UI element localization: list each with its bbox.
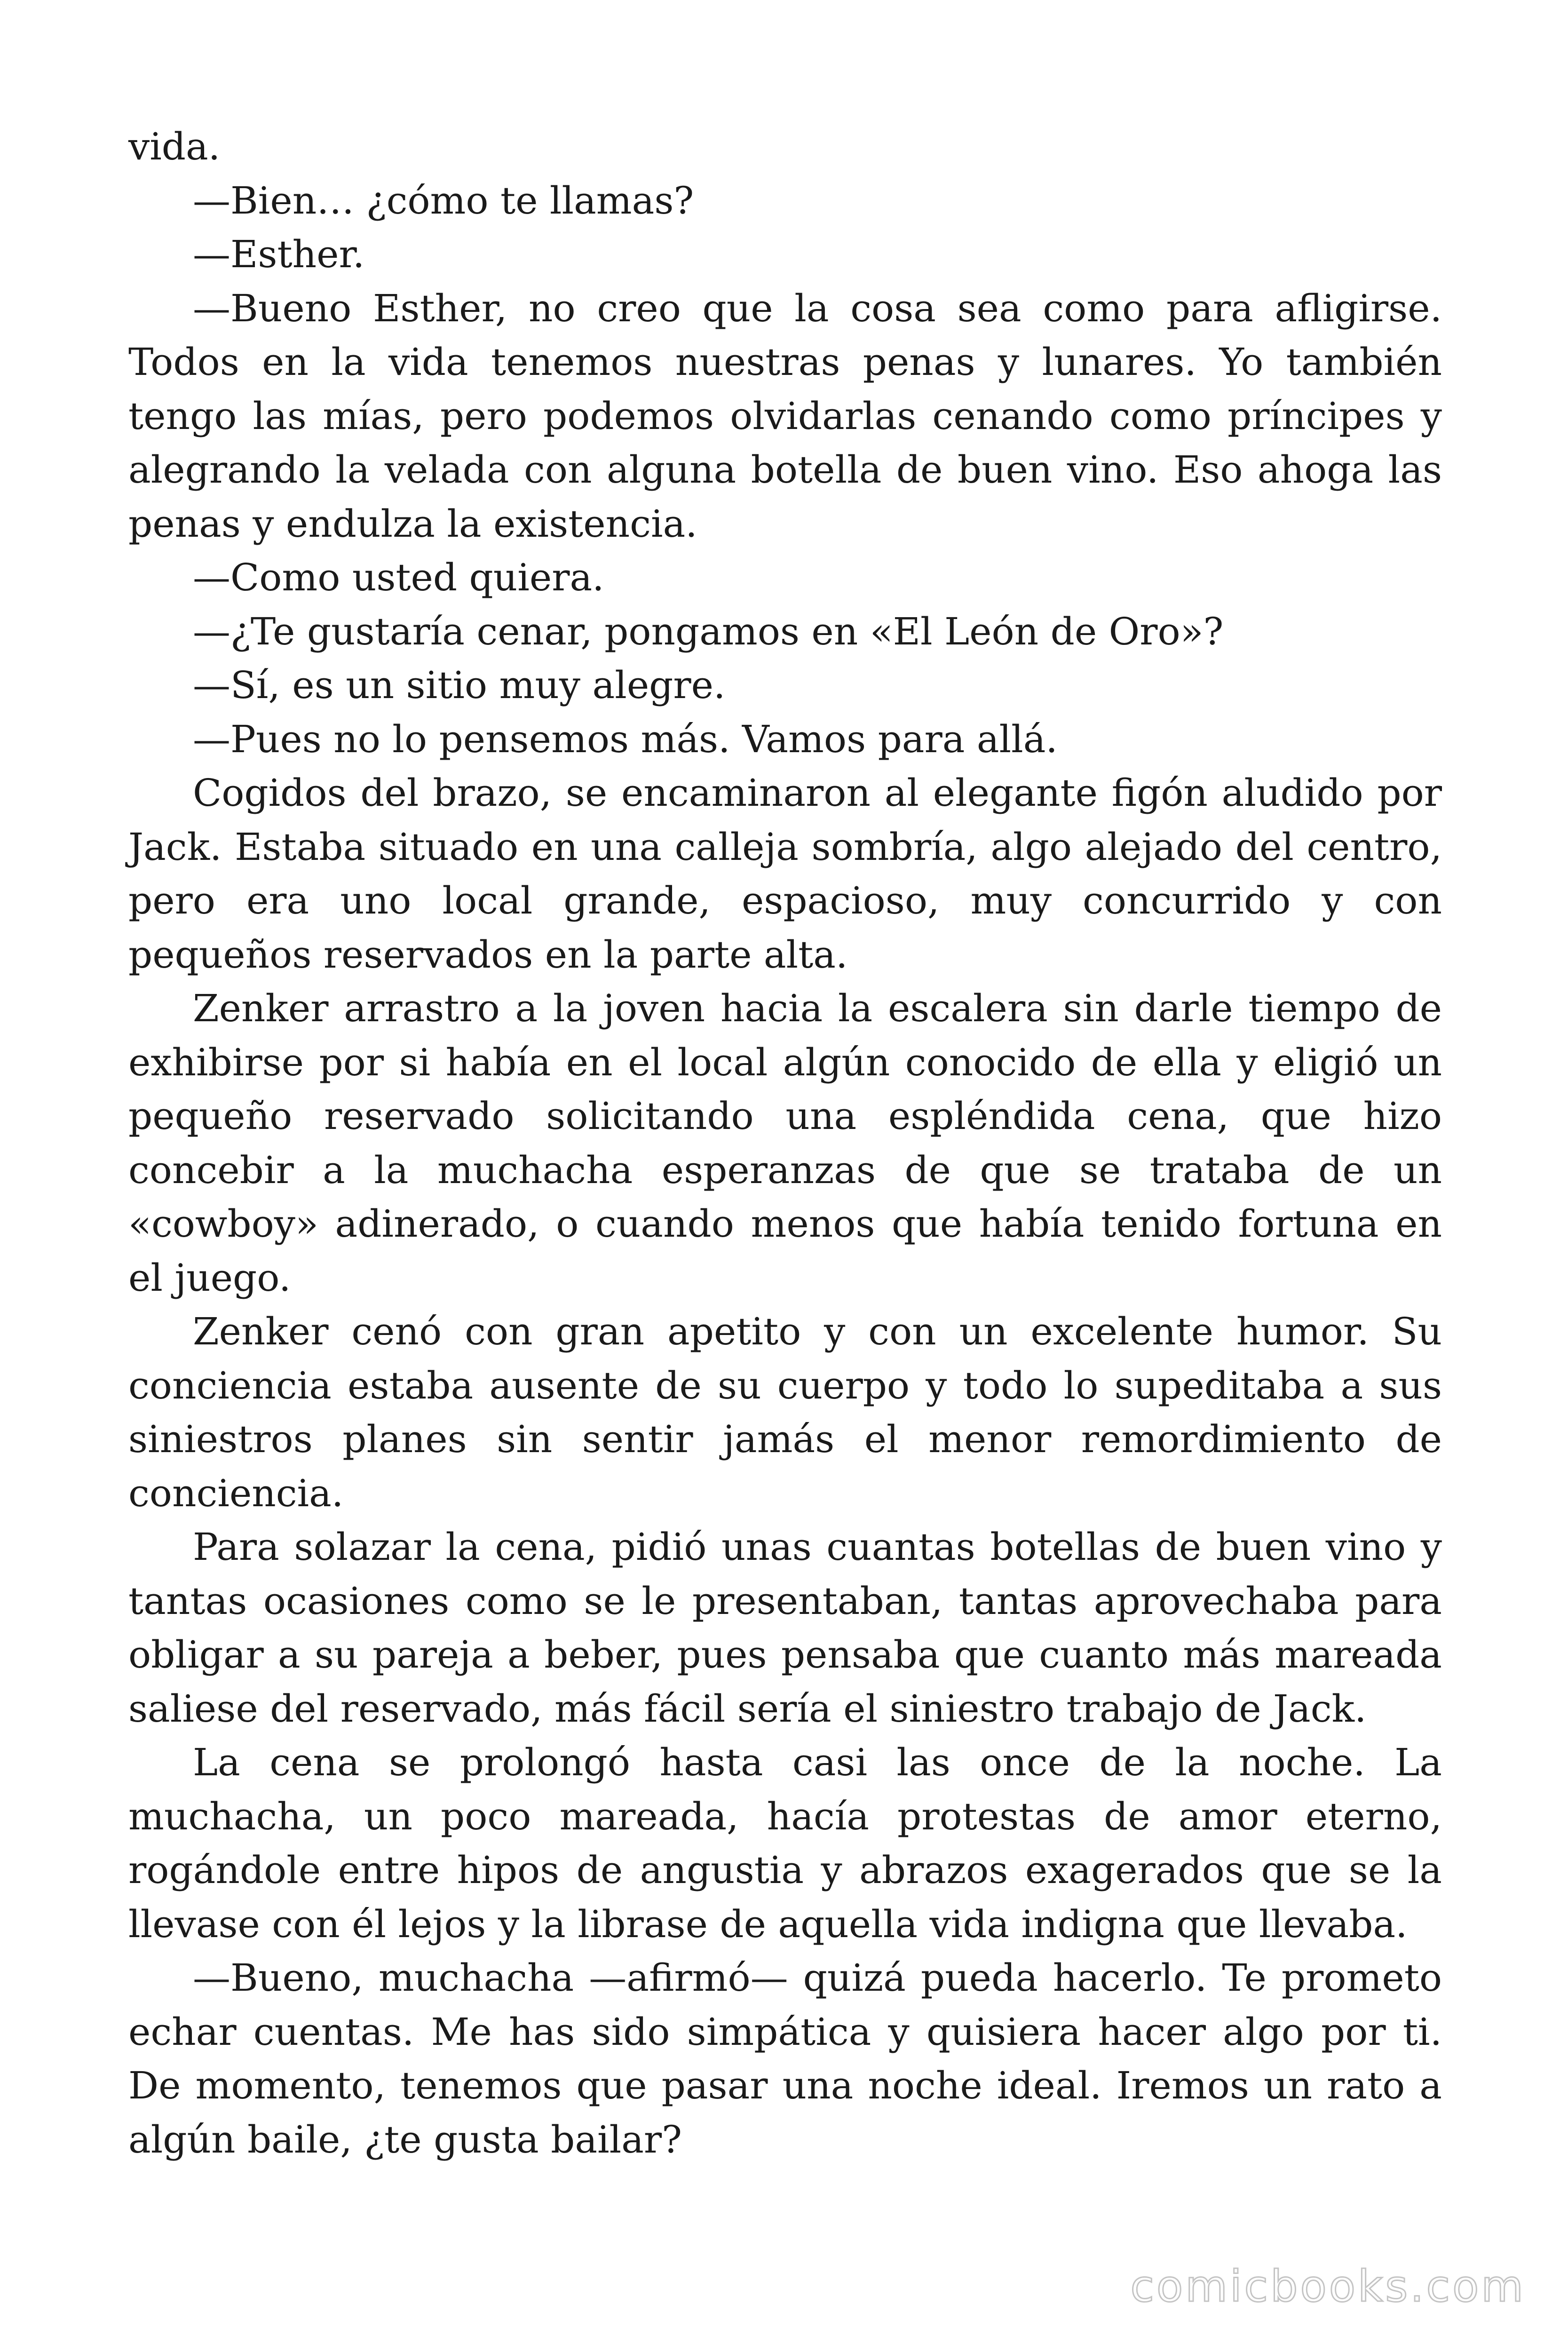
narrative-paragraph: Zenker cenó con gran apetito y con un excelente humor. Su conciencia estaba ausente de su cuerpo y todo lo supeditaba a sus siniestros planes sin sentir jamás el menor remordimiento de conciencia. — [128, 1310, 1442, 1515]
paragraph-continuation: vida. — [128, 125, 221, 168]
dialogue-line: —Esther. — [193, 232, 365, 276]
dialogue-line: —Pues no lo pensemos más. Vamos para allá. — [193, 717, 1058, 761]
narrative-paragraph: La cena se prolongó hasta casi las once de la noche. La muchacha, un poco mareada, hacía protestas de amor eterno, rogándole entre hipos de angustia y abrazos exagerados que se la llevase con él lejos y la librase de aquella vida indigna que llevaba. — [128, 1740, 1442, 1946]
narrative-paragraph: Para solazar la cena, pidió unas cuantas botellas de buen vino y tantas ocasiones como se le presentaban, tantas aprovechaba para obligar a su pareja a beber, pues pensaba que cuanto más mareada saliese del reservado, más fácil sería el siniestro trabajo de Jack. — [128, 1525, 1442, 1731]
dialogue-line: —Sí, es un sitio muy alegre. — [193, 663, 726, 707]
narrative-paragraph: Zenker arrastro a la joven hacia la escalera sin darle tiempo de exhibirse por si había en el local algún conocido de ella y eligió un pequeño reservado solicitando una espléndida cena, que hizo concebir a la muchacha esperanzas de que se trataba de un «cowboy» adinerado, o cuando menos que había tenido fortuna en el juego. — [128, 986, 1442, 1300]
dialogue-line: —Bueno, muchacha —afirmó— quizá pueda hacerlo. Te prometo echar cuentas. Me has sido simpática y quisiera hacer algo por ti. De momento, tenemos que pasar una noche ideal. Iremos un rato a algún baile, ¿te gusta bailar? — [128, 1956, 1442, 2161]
watermark: comicbooks.com — [1130, 2261, 1526, 2312]
dialogue-line: —Bueno Esther, no creo que la cosa sea como para afligirse. Todos en la vida tenemos nuestras penas y lunares. Yo también tengo las mías, pero podemos olvidarlas cenando como príncipes y alegrando la velada con alguna botella de buen vino. Eso ahoga las penas y endulza la existencia. — [128, 286, 1442, 546]
book-page-text — [128, 120, 1442, 2167]
dialogue-line: —¿Te gustaría cenar, pongamos en «El León de Oro»? — [193, 609, 1224, 653]
dialogue-line: —Como usted quiera. — [193, 556, 604, 599]
narrative-paragraph: Cogidos del brazo, se encaminaron al elegante figón aludido por Jack. Estaba situado en una calleja sombría, algo alejado del centro, pero era uno local grande, espacioso, muy concurrido y con pequeños reservados en la parte alta. — [128, 771, 1442, 977]
dialogue-line: —Bien… ¿cómo te llamas? — [193, 178, 694, 222]
